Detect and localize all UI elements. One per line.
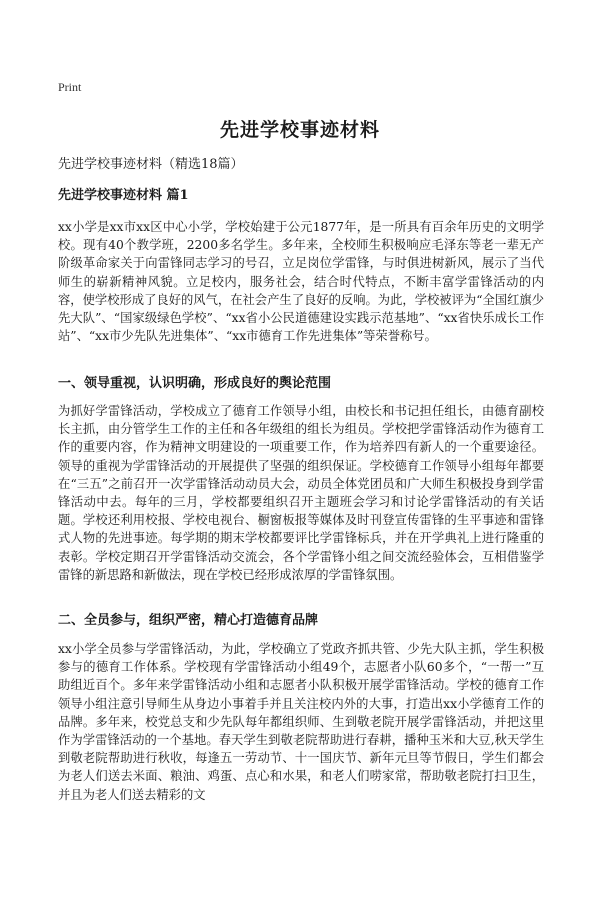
print-label: Print: [58, 80, 82, 94]
document-subtitle: 先进学校事迹材料（精选18篇）: [58, 157, 244, 172]
document-title: 先进学校事迹材料: [219, 119, 380, 141]
chapter-heading: 先进学校事迹材料 篇1: [58, 188, 189, 203]
section-paragraph-1: 为抓好学雷锋活动，学校成立了德育工作领导小组，由校长和书记担任组长，由德育副校长主抓，由分管学生工作的主任和各年级组的组长为组员。学校把学雷锋活动作为德育工作的重要内容，作为精神文明建设的一项重要工作，作为培养四有新人的一个重要途径。领导的重视为学雷锋活动的开展提供了坚强的组织保证。学校德育工作领导小组每年都要在“三五”之前召开一次学雷锋活动动员大会，动员全体党团员和广大师生积极投身到学雷锋活动中去。每年的三月，学校都要组织召开主题班会学习和讨论学雷锋活动的有关话题。学校还利用校报、学校电视台、橱窗板报等媒体及时刊登宣传雷锋的生平事迹和雷锋式人物的先进事迹。每学期的期末学校都要评比学雷锋标兵，并在开学典礼上进行隆重的表彰。学校定期召开学雷锋活动交流会，各个学雷锋小组之间交流经验体会，互相借鉴学雷锋的新思路和新做法，现在学校已经形成浓厚的学雷锋氛围。: [58, 404, 544, 582]
section-heading-1: 一、领导重视，认识明确，形成良好的舆论范围: [58, 376, 332, 391]
section-heading-2: 二、全员参与，组织严密，精心打造德育品牌: [58, 613, 319, 628]
section-paragraph-2: xx小学全员参与学雷锋活动，为此，学校确立了党政齐抓共管、少先大队主抓，学生积极参与的德育工作体系。学校现有学雷锋活动小组49个，志愿者小队60多个，“一帮一”互助组近百个。多年来学雷锋活动小组和志愿者小队积极开展学雷锋活动。学校的德育工作领导小组注意引导师生从身边小事着手并且关注校内外的大事，打造出xx小学德育工作的品牌。多年来，校党总支和少先队每年都组织师、生到敬老院开展学雷锋活动，并把这里作为学雷锋活动的一个基地。春天学生到敬老院帮助进行春耕，播种玉米和大豆,秋天学生到敬老院帮助进行秋收，每逢五一劳动节、十一国庆节、新年元旦等节假日，学生们都会为老人们送去米面、粮油、鸡蛋、点心和水果，和老人们唠家常，帮助敬老院打扫卫生，并且为老人们送去精彩的文: [58, 642, 544, 802]
intro-paragraph: xx小学是xx市xx区中心小学，学校始建于公元1877年，是一所具有百余年历史的文明学校。现有40个教学班，2200多名学生。多年来，全校师生积极响应毛泽东等老一辈无产阶级革命家关于向雷锋同志学习的号召，立足岗位学雷锋，与时俱进树新风，展示了当代师生的崭新精神风貌。立足校内，服务社会，结合时代特点，不断丰富学雷锋活动的内容，使学校形成了良好的风气，在社会产生了良好的反响。为此，学校被评为“全国红旗少先大队”、“国家级绿色学校”、“xx省小公民道德建设实践示范基地”、“xx省快乐成长工作站”、“xx市少先队先进集体”、“xx市德育工作先进集体”等荣誉称号。: [58, 220, 544, 344]
